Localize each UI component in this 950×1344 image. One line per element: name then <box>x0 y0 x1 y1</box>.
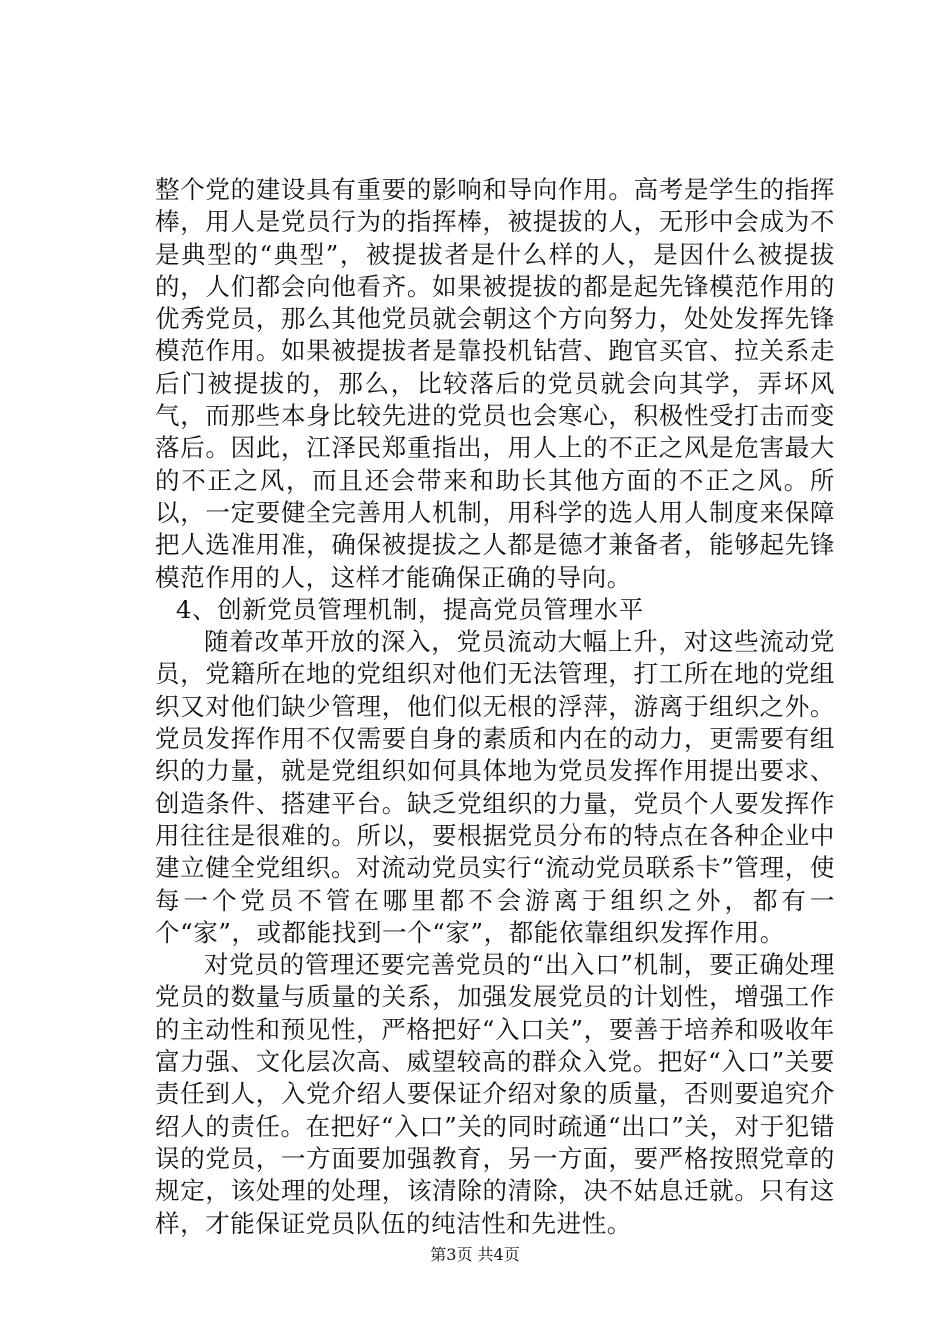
document-body <box>155 174 835 1240</box>
paragraph-continuation: 整个党的建设具有重要的影响和导向作用。高考是学生的指挥棒，用人是党员行为的指挥棒，被提拔的人，无形中会成为不是典型的“典型”，被提拔者是什么样的人，是因什么被提拔的，人们都会向他看齐。如果被提拔的都是起先锋模范作用的优秀党员，那么其他党员就会朝这个方向努力，处处发挥先锋模范作用。如果被提拔者是靠投机钻营、跑官买官、拉关系走后门被提拔的，那么，比较落后的党员就会向其学，弄坏风气，而那些本身比较先进的党员也会寒心，积极性受打击而变落后。因此，江泽民郑重指出，用人上的不正之风是危害最大的不正之风，而且还会带来和助长其他方面的不正之风。所以，一定要健全完善用人机制，用科学的选人用人制度来保障把人选准用准，确保被提拔之人都是德才兼备者，能够起先锋模范作用的人，这样才能确保正确的导向。 <box>155 175 835 592</box>
page-number-footer: 第3页 共4页 <box>430 1245 520 1264</box>
section-heading: 4、创新党员管理机制，提高党员管理水平 <box>175 594 644 624</box>
paragraph-mobile-members: 随着改革开放的深入，党员流动大幅上升，对这些流动党员，党籍所在地的党组织对他们无法管理，打工所在地的党组织又对他们缺少管理，他们似无根的浮萍，游离于组织之外。党员发挥作用不仅需要自身的素质和内在的动力，更需要有组织的力量，就是党组织如何具体地为党员发挥作用提出要求、创造条件、搭建平台。缺乏党组织的力量，党员个人要发挥作用往往是很难的。所以，要根据党员分布的特点在各种企业中建立健全党组织。对流动党员实行“流动党员联系卡”管理，使每一个党员不管在哪里都不会游离于组织之外，都有一个“家”，或都能找到一个“家”，都能依靠组织发挥作用。 <box>155 627 835 947</box>
paragraph-entry-exit: 对党员的管理还要完善党员的“出入口”机制，要正确处理党员的数量与质量的关系，加强发展党员的计划性，增强工作的主动性和预见性，严格把好“入口关”，要善于培养和吸收年富力强、文化层次高、威望较高的群众入党。把好“入口”关要责任到人，入党介绍人要保证介绍对象的质量，否则要追究介绍人的责任。在把好“入口”关的同时疏通“出口”关，对于犯错误的党员，一方面要加强教育，另一方面，要严格按照党章的规定，该处理的处理，该清除的清除，决不姑息迁就。只有这样，才能保证党员队伍的纯洁性和先进性。 <box>155 950 835 1238</box>
